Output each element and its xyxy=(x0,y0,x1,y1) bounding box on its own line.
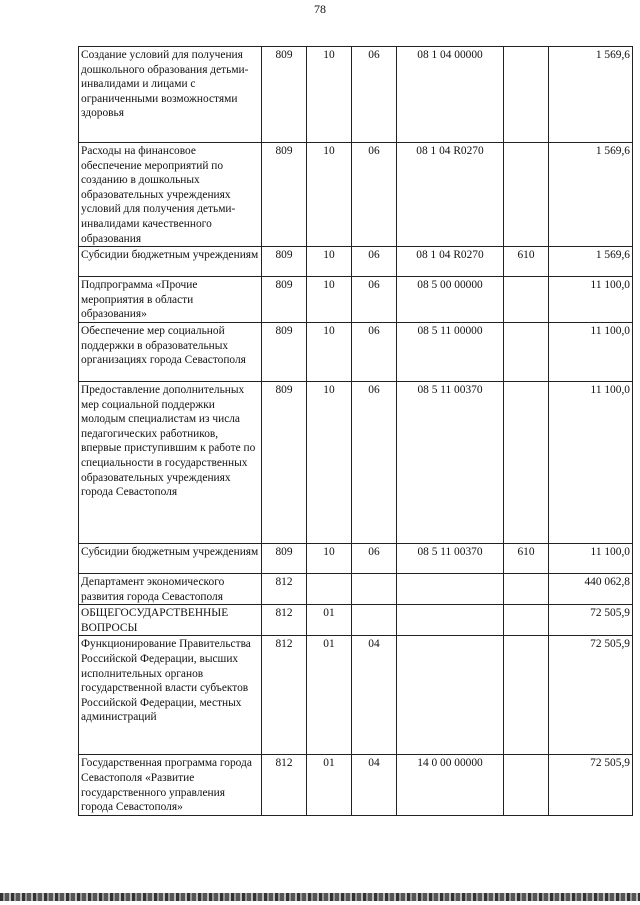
budget-table xyxy=(78,46,633,816)
row-subsection-code: 06 xyxy=(352,277,397,323)
row-ministry-code: 809 xyxy=(262,277,307,323)
table-row xyxy=(79,543,633,573)
row-expense-type: 610 xyxy=(504,543,549,573)
row-amount: 72 505,9 xyxy=(549,605,633,636)
row-subsection-code: 04 xyxy=(352,636,397,755)
row-expense-type xyxy=(504,755,549,815)
row-subsection-code: 06 xyxy=(352,47,397,143)
row-name: Подпрограмма «Прочие мероприятия в области образования» xyxy=(79,277,262,323)
row-section-code: 10 xyxy=(307,143,352,247)
row-name: Создание условий для получения дошкольного образования детьми-инвалидами и лицами с ограниченными возможностями здоровья xyxy=(79,47,262,143)
row-amount: 1 569,6 xyxy=(549,143,633,247)
row-amount: 11 100,0 xyxy=(549,543,633,573)
row-section-code: 01 xyxy=(307,605,352,636)
row-subsection-code: 06 xyxy=(352,322,397,381)
table-row xyxy=(79,322,633,381)
row-amount: 1 569,6 xyxy=(549,247,633,277)
row-section-code: 10 xyxy=(307,47,352,143)
row-target-code: 14 0 00 00000 xyxy=(397,755,504,815)
row-expense-type xyxy=(504,605,549,636)
row-target-code: 08 1 04 R0270 xyxy=(397,247,504,277)
row-name: Субсидии бюджетным учреждениям xyxy=(79,247,262,277)
row-ministry-code: 809 xyxy=(262,322,307,381)
row-subsection-code: 06 xyxy=(352,543,397,573)
row-expense-type xyxy=(504,47,549,143)
row-subsection-code: 04 xyxy=(352,755,397,815)
row-section-code: 10 xyxy=(307,247,352,277)
row-amount: 11 100,0 xyxy=(549,322,633,381)
row-subsection-code xyxy=(352,573,397,604)
page-number: 78 xyxy=(314,2,326,16)
row-name: Предоставление дополнительных мер социальной поддержки молодым специалистам из числа педагогических работников, впервые приступившим к работе по специальности в государственных образовательных учреждениях города Севастополя xyxy=(79,381,262,543)
row-target-code xyxy=(397,605,504,636)
table-row xyxy=(79,143,633,247)
row-section-code: 10 xyxy=(307,322,352,381)
row-section-code: 01 xyxy=(307,636,352,755)
row-target-code: 08 5 11 00370 xyxy=(397,381,504,543)
row-amount: 11 100,0 xyxy=(549,277,633,323)
row-name: Обеспечение мер социальной поддержки в образовательных организациях города Севастополя xyxy=(79,322,262,381)
row-target-code: 08 1 04 R0270 xyxy=(397,143,504,247)
row-ministry-code: 809 xyxy=(262,543,307,573)
row-subsection-code: 06 xyxy=(352,247,397,277)
row-target-code: 08 5 11 00370 xyxy=(397,543,504,573)
row-target-code: 08 5 00 00000 xyxy=(397,277,504,323)
row-expense-type xyxy=(504,143,549,247)
row-target-code: 08 1 04 00000 xyxy=(397,47,504,143)
table-row xyxy=(79,755,633,815)
row-amount: 1 569,6 xyxy=(549,47,633,143)
row-name: Департамент экономического развития города Севастополя xyxy=(79,573,262,604)
table-row xyxy=(79,47,633,143)
row-ministry-code: 809 xyxy=(262,381,307,543)
row-target-code: 08 5 11 00000 xyxy=(397,322,504,381)
row-amount: 72 505,9 xyxy=(549,636,633,755)
row-ministry-code: 809 xyxy=(262,247,307,277)
row-expense-type xyxy=(504,322,549,381)
row-subsection-code xyxy=(352,605,397,636)
row-section-code: 01 xyxy=(307,755,352,815)
table-row xyxy=(79,605,633,636)
table-row xyxy=(79,277,633,323)
row-section-code: 10 xyxy=(307,277,352,323)
row-ministry-code: 812 xyxy=(262,573,307,604)
table-row xyxy=(79,381,633,543)
row-ministry-code: 812 xyxy=(262,755,307,815)
row-name: Расходы на финансовое обеспечение мероприятий по созданию в дошкольных образовательных учреждениях условий для получения детьми-инвалидами качественного образования xyxy=(79,143,262,247)
row-ministry-code: 812 xyxy=(262,605,307,636)
table-row xyxy=(79,636,633,755)
row-target-code xyxy=(397,636,504,755)
row-expense-type xyxy=(504,381,549,543)
row-section-code xyxy=(307,573,352,604)
budget-table-body xyxy=(79,47,633,816)
row-name: Функционирование Правительства Российской Федерации, высших исполнительных органов государственной власти субъектов Российской Федерации, местных администраций xyxy=(79,636,262,755)
row-section-code: 10 xyxy=(307,381,352,543)
row-subsection-code: 06 xyxy=(352,143,397,247)
row-target-code xyxy=(397,573,504,604)
table-row xyxy=(79,573,633,604)
row-ministry-code: 809 xyxy=(262,47,307,143)
row-amount: 72 505,9 xyxy=(549,755,633,815)
row-ministry-code: 812 xyxy=(262,636,307,755)
row-name: ОБЩЕГОСУДАРСТВЕННЫЕ ВОПРОСЫ xyxy=(79,605,262,636)
table-row xyxy=(79,247,633,277)
row-amount: 440 062,8 xyxy=(549,573,633,604)
row-name: Государственная программа города Севастополя «Развитие государственного управления города Севастополя» xyxy=(79,755,262,815)
scan-edge-artifact xyxy=(0,893,640,901)
row-section-code: 10 xyxy=(307,543,352,573)
row-expense-type xyxy=(504,573,549,604)
row-ministry-code: 809 xyxy=(262,143,307,247)
row-amount: 11 100,0 xyxy=(549,381,633,543)
row-expense-type xyxy=(504,636,549,755)
row-subsection-code: 06 xyxy=(352,381,397,543)
row-expense-type: 610 xyxy=(504,247,549,277)
row-name: Субсидии бюджетным учреждениям xyxy=(79,543,262,573)
row-expense-type xyxy=(504,277,549,323)
